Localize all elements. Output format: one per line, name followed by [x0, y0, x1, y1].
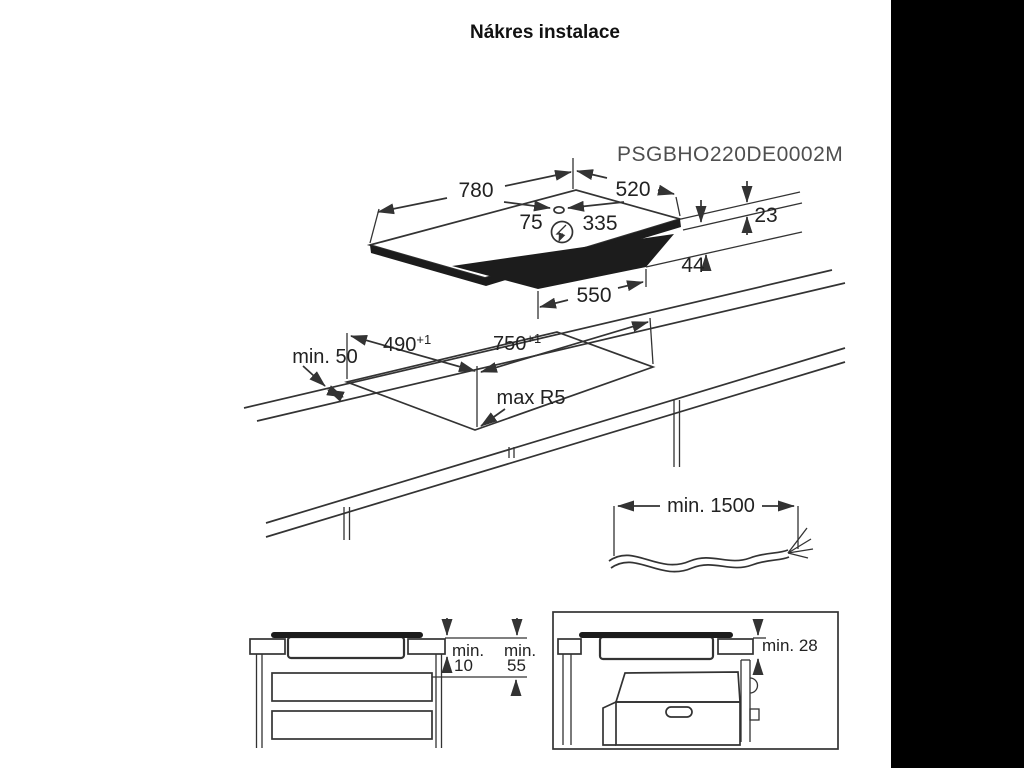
dim-max-r5-label: max R5 — [496, 387, 566, 409]
model-code: PSGBHO220DE0002M — [617, 143, 844, 166]
hob-body-section — [288, 637, 404, 658]
dim-780-label: 780 — [458, 179, 494, 202]
dim-min-50-label: min. 50 — [292, 346, 358, 368]
dim-23-label: 23 — [754, 204, 778, 227]
dim-44-label: 44 — [681, 254, 705, 277]
oven-top — [616, 672, 740, 702]
dim-520-label: 520 — [615, 178, 651, 201]
dim-clearance-under-hob — [432, 618, 536, 694]
dim-min-28-label: min. 28 — [762, 636, 818, 655]
cabinet-right-panel — [741, 660, 759, 742]
cabinet-side-section — [250, 618, 536, 748]
oven-left-side — [603, 702, 616, 745]
oven-front — [616, 702, 740, 745]
dim-min-55-value: 55 — [507, 656, 526, 675]
power-cable-view — [609, 495, 813, 572]
oven-handle — [666, 707, 692, 717]
dim-min-1500-label: min. 1500 — [667, 495, 755, 517]
dim-335-label: 335 — [582, 212, 618, 235]
page-title: Nákres instalace — [470, 22, 620, 43]
dim-min-55-label: min. — [504, 641, 537, 660]
cabinet-wall-right — [674, 400, 680, 467]
power-cable — [609, 528, 813, 572]
cabinet-oven-section — [553, 612, 838, 749]
cabinet-left-side-2 — [563, 654, 571, 745]
drawer-lower — [272, 711, 432, 739]
dim-min-10-label: min. — [452, 641, 485, 660]
worktop-left-piece-2 — [558, 639, 581, 654]
dim-cutout-width — [481, 318, 653, 372]
worktop-right-piece — [408, 639, 445, 654]
hob-isometric-view — [370, 158, 802, 319]
dim-clearance-above-oven — [753, 619, 818, 674]
oven — [603, 672, 740, 745]
worktop-right-piece-2 — [718, 639, 753, 654]
drawer-upper — [272, 673, 432, 701]
side-knob — [750, 709, 759, 720]
dim-min-10-value: 10 — [454, 656, 473, 675]
dim-75-label: 75 — [519, 211, 543, 234]
hob-glass-section-2 — [579, 632, 733, 638]
hob-glass-section — [271, 632, 423, 638]
dim-750-label: $750^{+1}$ — [493, 331, 542, 355]
hinge-knob — [750, 678, 758, 693]
dim-490-label: $490^{+1}$ — [383, 332, 432, 356]
cabinet-lower-edge — [266, 348, 845, 523]
dim-edge-height-23 — [681, 181, 802, 235]
right-black-bar — [891, 0, 1024, 768]
hob-body-section-2 — [600, 637, 713, 659]
dim-corner-radius — [481, 387, 565, 426]
dim-550-label: 550 — [576, 284, 612, 307]
worktop-left-piece — [250, 639, 285, 654]
